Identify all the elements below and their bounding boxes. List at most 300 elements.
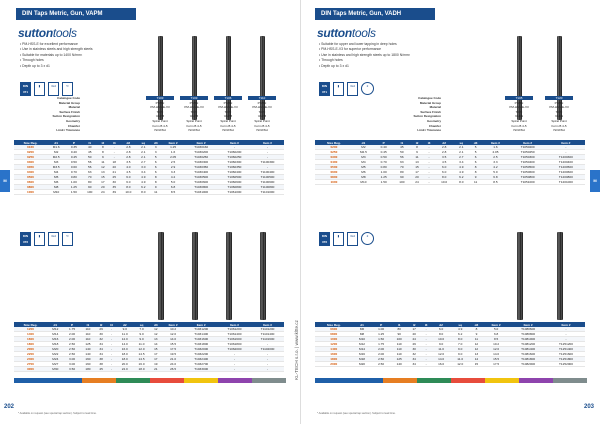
spec-value: Spiral Point — [511, 119, 527, 123]
spec-value: ISO2/6H — [513, 128, 525, 133]
table-cell: 2.05 — [482, 150, 508, 155]
table-cell: 1.00 — [372, 327, 391, 332]
spec-value: TiCN — [190, 109, 198, 114]
column-header: sq — [454, 140, 469, 145]
item-number[interactable]: T1200800 — [547, 175, 585, 180]
table-cell: 6.0 — [435, 165, 454, 170]
table-cell: - — [424, 155, 435, 160]
item-number[interactable]: T1251400 — [547, 347, 585, 352]
table-cell: 0200 — [315, 145, 353, 150]
feature-item: • Depth up to 3 x d1 — [20, 63, 50, 68]
table-cell: 2200 — [14, 352, 47, 357]
item-number[interactable]: T1061600 — [218, 337, 251, 342]
item-number[interactable]: T1030800 — [185, 185, 218, 190]
item-number[interactable]: T1061800 — [218, 342, 251, 347]
table-cell: M2 — [353, 145, 374, 150]
table-cell: 29 — [408, 342, 421, 347]
table-cell: 29 — [95, 327, 106, 332]
spec-value: TiCN — [156, 109, 164, 114]
table-cell: 2.50 — [372, 362, 391, 367]
item-number[interactable]: T1032400 — [185, 357, 218, 362]
table-cell: M12 — [352, 342, 371, 347]
table-cell: 14.5 — [133, 357, 150, 362]
item-number[interactable]: T1100600 — [251, 180, 284, 185]
table-cell: 1.50 — [372, 337, 391, 342]
spec-value: VAPM — [155, 114, 165, 119]
item-number[interactable]: T1030600 — [185, 180, 218, 185]
item-number[interactable]: T1030200 — [185, 150, 218, 155]
item-number[interactable]: T1101000 — [251, 190, 284, 195]
table-cell: 6.0 — [120, 175, 137, 180]
item-number[interactable]: T1101200 — [251, 327, 284, 332]
table-cell: 3.3 — [482, 160, 508, 165]
table-cell: 24 — [410, 180, 423, 185]
column-header: Item # — [509, 140, 547, 145]
table-cell: 110 — [80, 337, 95, 342]
size-table — [315, 322, 585, 367]
table-cell: 6.0 — [435, 170, 454, 175]
item-number[interactable]: T1200500 — [547, 165, 585, 170]
table-cell: 4.9 — [137, 175, 150, 180]
table-cell: - — [109, 155, 120, 160]
item-number[interactable]: T1060500 — [218, 175, 251, 180]
table-cell: 20 — [410, 175, 423, 180]
table-cell: 2.1 — [454, 145, 469, 150]
table-cell: M2.5 — [353, 150, 374, 155]
spec-value: TiCN — [555, 109, 563, 114]
legend-swatch — [48, 378, 82, 383]
column-header: Item # — [509, 322, 547, 327]
item-number[interactable]: T1060600 — [218, 180, 251, 185]
column-header: P — [65, 140, 82, 145]
table-cell: 21 — [109, 170, 120, 175]
page-title: DIN Taps Metric, Gun, VADH — [315, 8, 435, 20]
item-number[interactable]: T1060400 — [218, 170, 251, 175]
right-page — [300, 0, 600, 424]
item-number[interactable]: T1050800 — [509, 175, 547, 180]
item-number: - — [547, 150, 585, 155]
table-cell: 1.50 — [374, 180, 393, 185]
item-number[interactable]: T1030300 — [185, 160, 218, 165]
table-cell: 110 — [80, 332, 95, 337]
item-number[interactable]: T1100500 — [251, 175, 284, 180]
item-number[interactable]: T1051000 — [509, 180, 547, 185]
table-cell: 12.0 — [133, 347, 150, 352]
table-cell: M3 — [47, 160, 66, 165]
item-number: - — [218, 362, 251, 367]
table-cell: 2.1 — [137, 150, 150, 155]
column-header: d1 — [352, 322, 371, 327]
spec-value: T120 — [545, 96, 573, 100]
column-header: d2 — [116, 322, 133, 327]
column-header: sq — [133, 322, 150, 327]
table-cell: 1.6 — [482, 145, 508, 150]
item-number[interactable]: T1251200 — [547, 342, 585, 347]
brand-logo: suttontools — [18, 26, 77, 40]
legend-swatch — [150, 378, 184, 383]
table-cell: 30 — [408, 347, 421, 352]
depth-icon: 3xd — [347, 232, 358, 246]
table-cell: 1000 — [315, 337, 352, 342]
depth-icon: 3xd — [347, 82, 358, 96]
column-header: Item # — [483, 322, 509, 327]
table-cell: 8 — [150, 175, 162, 180]
table-cell: 3.00 — [64, 357, 81, 362]
item-number[interactable]: T1200600 — [547, 170, 585, 175]
column-header: Item # — [547, 322, 585, 327]
material-legend — [14, 378, 286, 383]
table-cell: 9.0 — [451, 347, 470, 352]
item-number[interactable]: T1033000 — [185, 367, 218, 372]
item-number[interactable]: T1251800 — [547, 357, 585, 362]
column-header: l3 — [421, 322, 432, 327]
spec-label: Material Group — [58, 100, 80, 105]
table-cell: 1600 — [315, 352, 352, 357]
item-number[interactable]: T1101400 — [251, 332, 284, 337]
item-number[interactable]: T1060800 — [218, 185, 251, 190]
page-number: 203 — [583, 404, 594, 410]
table-cell: 9.0 — [133, 332, 150, 337]
table-cell: M5 — [353, 165, 374, 170]
item-number[interactable]: T1100400 — [251, 170, 284, 175]
din-icon: DIN 371 — [319, 82, 330, 96]
table-cell: 21.0 — [162, 357, 185, 362]
legend-swatch — [14, 378, 48, 383]
table-cell: 0400 — [14, 170, 47, 175]
item-number[interactable]: T1031600 — [185, 337, 218, 342]
table-cell: 16.0 — [432, 362, 451, 367]
feature-item: • Suitable for materials up to 1400 N/mm² — [20, 52, 83, 57]
item-number[interactable]: T1050250 — [509, 150, 547, 155]
table-cell: 32 — [408, 352, 421, 357]
spec-value: Spiral Point — [186, 119, 202, 123]
table-cell: - — [421, 362, 432, 367]
spec-value: Spiral Point — [152, 119, 168, 123]
table-cell: - — [421, 332, 432, 337]
table-cell: 26.5 — [162, 367, 185, 372]
item-number: - — [218, 145, 251, 150]
table-cell: M8 — [47, 185, 66, 190]
item-number[interactable]: T1081600 — [509, 352, 547, 357]
table-cell: 8.0 — [451, 337, 470, 342]
item-number[interactable]: T1102000 — [251, 347, 284, 352]
item-number[interactable]: T1060300 — [218, 160, 251, 165]
table-cell: 8 — [469, 165, 482, 170]
table-row — [315, 180, 585, 185]
tap-shape-icon: ▮ — [34, 82, 45, 96]
table-cell: 100 — [393, 180, 410, 185]
section-tab[interactable]: M — [590, 170, 600, 192]
table-cell: 13 — [150, 337, 162, 342]
spec-value: Form B 4-5 — [511, 123, 527, 128]
item-number[interactable]: T1081200 — [509, 342, 547, 347]
item-number[interactable]: T1030350 — [185, 165, 218, 170]
table-cell: 8.0 — [432, 332, 451, 337]
table-cell: 140 — [391, 362, 408, 367]
column-header: d2 — [435, 140, 454, 145]
table-cell: - — [107, 347, 117, 352]
table-cell: 35 — [109, 185, 120, 190]
spec-value: Form B 4-5 — [220, 123, 236, 128]
table-cell: 15.5 — [162, 342, 185, 347]
item-number[interactable]: T1061400 — [218, 332, 251, 337]
item-number[interactable]: T1050300 — [509, 155, 547, 160]
item-number[interactable]: T1200300 — [547, 155, 585, 160]
spec-value: PM-HSS-E-V3 — [184, 105, 204, 110]
item-number: - — [251, 145, 284, 150]
tap-shape-icon: ▮ — [333, 82, 344, 96]
table-cell: 18.0 — [116, 357, 133, 362]
feature-item: • Depth up to 3 x d1 — [319, 63, 349, 68]
table-cell: 12 — [97, 165, 108, 170]
item-number[interactable]: T1251600 — [547, 352, 585, 357]
spec-label: Catalogue Code — [57, 96, 80, 100]
table-cell: 6.2 — [137, 185, 150, 190]
table-cell: 2.50 — [64, 342, 81, 347]
column-header: Item # — [547, 140, 585, 145]
item-number[interactable]: T1101600 — [251, 337, 284, 342]
table-cell: 24 — [97, 190, 108, 195]
item-number[interactable]: T1032200 — [185, 352, 218, 357]
table-cell: 1.25 — [162, 145, 185, 150]
item-number[interactable]: T1031200 — [185, 327, 218, 332]
item-number[interactable]: T1100800 — [251, 185, 284, 190]
item-number[interactable]: T1030160 — [185, 145, 218, 150]
spec-label: Chamfer — [67, 123, 80, 128]
column-header: Item # — [162, 322, 185, 327]
item-number[interactable]: T1061200 — [218, 327, 251, 332]
table-row — [14, 190, 284, 195]
item-number[interactable]: T1082000 — [509, 362, 547, 367]
table-cell: 10.2 — [483, 342, 509, 347]
table-cell: 34 — [95, 352, 106, 357]
table-cell: 6.8 — [162, 185, 185, 190]
spiral-icon: ↻ — [62, 82, 73, 96]
table-cell: 3.3 — [162, 170, 185, 175]
table-cell: 2.50 — [64, 352, 81, 357]
table-cell: 6.0 — [120, 180, 137, 185]
column-header: Size Reg. — [14, 322, 47, 327]
legend-swatch — [553, 378, 587, 383]
item-number[interactable]: T1060200 — [218, 150, 251, 155]
table-cell: 90 — [393, 175, 410, 180]
item-number: - — [251, 155, 284, 160]
spec-label: Limit / Tolerance — [417, 128, 441, 133]
table-cell: 110 — [80, 327, 95, 332]
table-cell: 2.7 — [454, 155, 469, 160]
table-cell: 70 — [393, 165, 410, 170]
item-number[interactable]: T1060350 — [218, 165, 251, 170]
table-cell: 2.00 — [64, 332, 81, 337]
table-cell: 2.00 — [64, 337, 81, 342]
item-number[interactable]: T1031000 — [185, 190, 218, 195]
column-header: sq — [137, 140, 150, 145]
table-cell: 5.0 — [162, 180, 185, 185]
table-cell: 18 — [109, 160, 120, 165]
table-cell: 0.50 — [374, 155, 393, 160]
table-cell: 45 — [82, 150, 97, 155]
table-cell: 9 — [150, 185, 162, 190]
table-cell: 0.70 — [374, 160, 393, 165]
spec-value: Form B 4-5 — [551, 123, 567, 128]
table-cell: - — [421, 357, 432, 362]
item-number[interactable]: T1062000 — [218, 347, 251, 352]
table-cell: 0.45 — [65, 155, 82, 160]
table-cell: 56 — [82, 160, 97, 165]
table-cell: 1.75 — [372, 342, 391, 347]
item-number[interactable]: T1060250 — [218, 155, 251, 160]
spec-label: Geometry — [426, 119, 441, 123]
spec-value: PM-HSS-E-V3 — [509, 105, 529, 110]
table-cell: 15.5 — [483, 357, 509, 362]
table-cell: - — [421, 337, 432, 342]
table-cell: 30 — [109, 180, 120, 185]
spec-label: Surface Finish — [59, 109, 80, 114]
column-header: P — [372, 322, 391, 327]
item-number[interactable]: T1030250 — [185, 155, 218, 160]
item-number[interactable]: T1200400 — [547, 160, 585, 165]
spec-value: PSMN — [155, 100, 165, 105]
item-number[interactable]: T1080600 — [509, 327, 547, 332]
table-cell: 4.9 — [137, 180, 150, 185]
spec-value: PM-HSS-E-V3 — [150, 105, 170, 110]
spec-label: Limit / Tolerance — [56, 128, 80, 133]
table-cell: 6 — [469, 155, 482, 160]
table-cell: 100 — [391, 337, 408, 342]
table-cell: 14.5 — [133, 352, 150, 357]
table-cell: 1000 — [14, 190, 47, 195]
item-number: - — [218, 357, 251, 362]
table-cell: - — [107, 337, 117, 342]
column-header: d3 — [150, 322, 162, 327]
column-header: d1 — [47, 140, 66, 145]
table-cell: 3.5 — [435, 155, 454, 160]
item-number[interactable]: T1080800 — [509, 332, 547, 337]
table-cell: M12 — [47, 327, 64, 332]
table-cell: 2.50 — [64, 347, 81, 352]
table-cell: 39 — [109, 190, 120, 195]
item-number[interactable]: T1030500 — [185, 175, 218, 180]
table-cell: M27 — [47, 362, 64, 367]
table-cell: M3 — [353, 155, 374, 160]
table-cell: 1.50 — [65, 190, 82, 195]
table-cell: 11.0 — [133, 342, 150, 347]
item-number[interactable]: T1031400 — [185, 332, 218, 337]
table-cell: 34 — [408, 357, 421, 362]
table-cell: 17 — [150, 352, 162, 357]
table-cell: 56 — [82, 165, 97, 170]
tap-image — [557, 232, 563, 320]
table-cell: 0.70 — [65, 170, 82, 175]
table-cell: 11 — [150, 190, 162, 195]
table-cell: 12.0 — [432, 352, 451, 357]
table-cell: M30 — [47, 367, 64, 372]
item-number[interactable]: T1100300 — [251, 160, 284, 165]
table-cell: 12 — [470, 347, 483, 352]
table-cell: 0800 — [315, 332, 352, 337]
item-number[interactable]: T1031800 — [185, 342, 218, 347]
table-cell: 11.0 — [451, 357, 470, 362]
table-cell: 17 — [150, 357, 162, 362]
table-cell: 17.5 — [483, 362, 509, 367]
table-cell: 34 — [408, 362, 421, 367]
table-cell: 2.1 — [454, 150, 469, 155]
table-cell: 22.0 — [116, 367, 133, 372]
item-number[interactable]: T1081400 — [509, 347, 547, 352]
item-number[interactable]: T1061000 — [218, 190, 251, 195]
item-number[interactable]: T1032000 — [185, 347, 218, 352]
item-number[interactable]: T1252000 — [547, 362, 585, 367]
table-cell: - — [109, 150, 120, 155]
legend-swatch — [184, 378, 218, 383]
item-number[interactable]: T1201000 — [547, 180, 585, 185]
table-cell: M2 — [47, 150, 66, 155]
table-cell: 3.4 — [137, 170, 150, 175]
item-number: - — [547, 145, 585, 150]
column-header: l1 — [391, 322, 408, 327]
table-cell: 6.2 — [454, 175, 469, 180]
table-cell: 10.0 — [120, 190, 137, 195]
table-cell: 0250 — [14, 155, 47, 160]
section-tab[interactable]: M — [0, 170, 10, 192]
spec-table — [52, 96, 290, 136]
spec-label: Surface Finish — [420, 109, 441, 114]
table-cell: 2700 — [14, 362, 47, 367]
table-cell: 0.40 — [65, 150, 82, 155]
spec-value: Form B 4-5 — [254, 123, 270, 128]
size-table — [14, 322, 284, 372]
table-cell: 2.5 — [162, 160, 185, 165]
table-cell: 8.0 — [120, 185, 137, 190]
spec-icons — [319, 232, 374, 246]
table-cell: 7.0 — [451, 342, 470, 347]
table-cell: 3.0 — [137, 165, 150, 170]
item-number[interactable]: T1050500 — [509, 165, 547, 170]
table-cell: 5.0 — [483, 327, 509, 332]
table-cell: 0.45 — [374, 150, 393, 155]
column-header: P — [374, 140, 393, 145]
table-cell: 90 — [391, 332, 408, 337]
item-number[interactable]: T1032700 — [185, 362, 218, 367]
column-header: d1 — [47, 322, 64, 327]
table-cell: 17 — [97, 180, 108, 185]
table-cell: 20 — [408, 332, 421, 337]
item-number[interactable]: T1030400 — [185, 170, 218, 175]
table-cell: 3.4 — [454, 160, 469, 165]
table-cell: 9 — [97, 155, 108, 160]
table-cell: 0.60 — [65, 165, 82, 170]
spec-value: Form B 4-5 — [186, 123, 202, 128]
table-cell: 1.25 — [372, 332, 391, 337]
spec-value: PM-HSS-E-V3 — [252, 105, 272, 110]
table-cell: 34 — [95, 347, 106, 352]
tap-shape-icon: ▮ — [34, 232, 45, 246]
spec-value: PSMN — [514, 100, 524, 105]
item-number[interactable]: T1050600 — [509, 170, 547, 175]
table-cell: 0800 — [315, 175, 353, 180]
table-cell: - — [107, 332, 117, 337]
table-cell: 2.1 — [137, 145, 150, 150]
item-number[interactable]: T1081800 — [509, 357, 547, 362]
item-number[interactable]: T1050200 — [509, 145, 547, 150]
spec-value: PM-HSS-E-V3 — [549, 105, 569, 110]
item-number[interactable]: T1081000 — [509, 337, 547, 342]
item-number[interactable]: T1050400 — [509, 160, 547, 165]
table-cell: 8 — [150, 180, 162, 185]
spec-label: Catalogue Code — [418, 96, 441, 100]
table-cell: 4.2 — [162, 175, 185, 180]
table-cell: 4.0 — [120, 165, 137, 170]
